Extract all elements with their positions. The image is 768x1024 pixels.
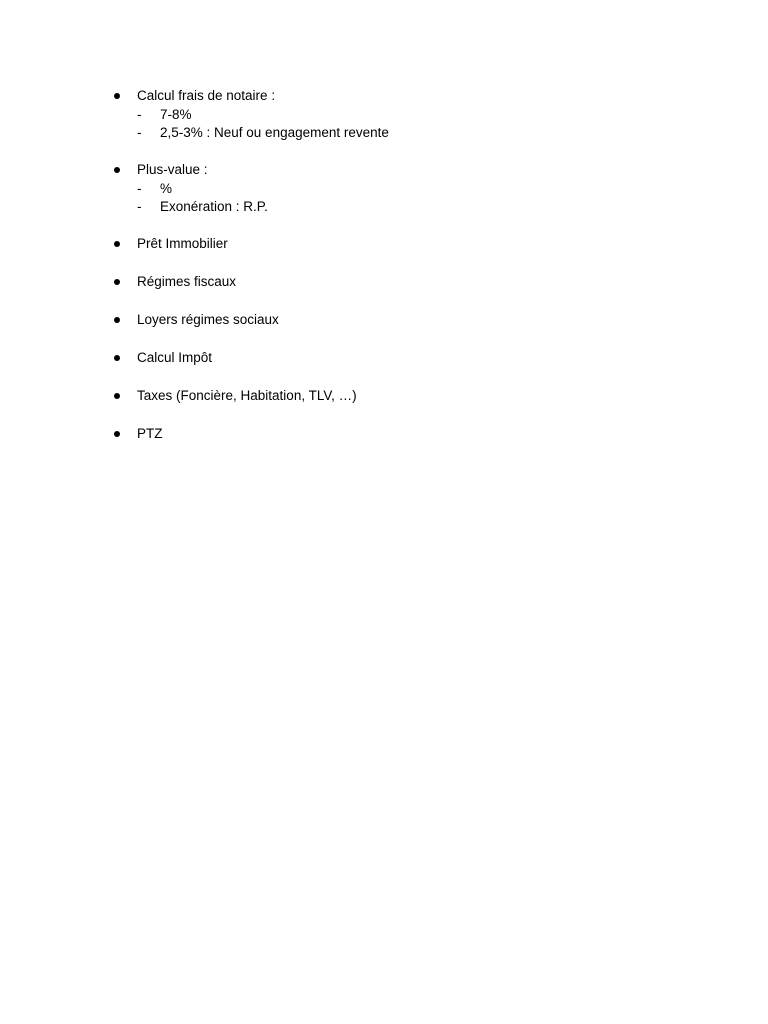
sub-list-item [110, 198, 670, 216]
sub-list-item-text: 2,5-3% : Neuf ou engagement revente [160, 125, 389, 140]
dash-marker: - [137, 125, 142, 140]
bullet-dot-icon [114, 393, 120, 399]
list-item-line [110, 386, 670, 406]
bullet-dot-icon [114, 355, 120, 361]
sub-list [110, 106, 670, 142]
list-item-frais-notaire [110, 86, 670, 142]
bullet-dot-icon [114, 279, 120, 285]
list-item-taxes [110, 386, 670, 406]
sub-list-item [110, 106, 670, 124]
list-item-text: Plus-value : [137, 162, 208, 177]
sub-list [110, 180, 670, 216]
list-item-pret-immobilier [110, 234, 670, 254]
bullet-dot-icon [114, 93, 120, 99]
list-item-ptz [110, 424, 670, 444]
list-item-line [110, 234, 670, 254]
bullet-dot-icon [114, 431, 120, 437]
list-item-text: Loyers régimes sociaux [137, 312, 279, 327]
list-item-line [110, 424, 670, 444]
dash-marker: - [137, 199, 142, 214]
sub-list-item-text: Exonération : R.P. [160, 199, 268, 214]
list-item-line [110, 160, 670, 180]
dash-marker: - [137, 181, 142, 196]
list-item-text: Calcul Impôt [137, 350, 213, 365]
bullet-dot-icon [114, 241, 120, 247]
list-item-line [110, 310, 670, 330]
list-item-calcul-impot [110, 348, 670, 368]
bullet-list [110, 86, 670, 462]
list-item-line [110, 86, 670, 106]
list-item-plus-value [110, 160, 670, 216]
list-item-text: PTZ [137, 426, 163, 441]
bullet-dot-icon [114, 317, 120, 323]
list-item-line [110, 272, 670, 292]
bullet-dot-icon [114, 167, 120, 173]
list-item-loyers-regimes-sociaux [110, 310, 670, 330]
list-item-text: Régimes fiscaux [137, 274, 237, 289]
sub-list-item-text: 7-8% [160, 107, 192, 122]
sub-list-item-text: % [160, 181, 173, 196]
list-item-line [110, 348, 670, 368]
list-item-text: Calcul frais de notaire : [137, 88, 276, 103]
list-item-text: Prêt Immobilier [137, 236, 228, 251]
list-item-regimes-fiscaux [110, 272, 670, 292]
list-item-text: Taxes (Foncière, Habitation, TLV, …) [137, 388, 357, 403]
sub-list-item [110, 180, 670, 198]
dash-marker: - [137, 107, 142, 122]
sub-list-item [110, 124, 670, 142]
